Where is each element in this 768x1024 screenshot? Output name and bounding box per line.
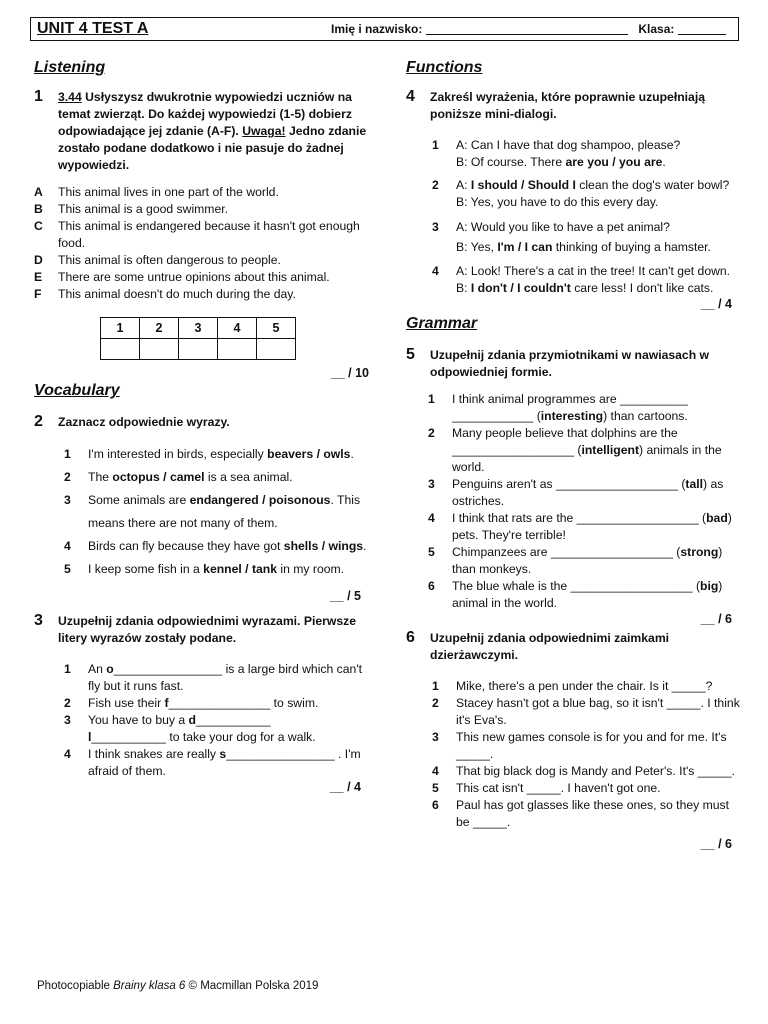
score-task-5: __ / 6 bbox=[700, 612, 732, 626]
list-item bbox=[64, 695, 369, 712]
item-text: care less! I don't like cats. bbox=[570, 281, 714, 295]
option-letter: B bbox=[34, 202, 43, 216]
adjective: strong bbox=[680, 545, 719, 559]
task-instruction bbox=[58, 89, 369, 174]
option-letter: E bbox=[34, 270, 43, 284]
list-item bbox=[64, 535, 369, 558]
score-task-1: __ / 10 bbox=[330, 366, 369, 380]
adjective: tall bbox=[685, 477, 704, 491]
option-e bbox=[34, 269, 369, 286]
uwaga-label: Uwaga! bbox=[242, 124, 286, 138]
name-label: Imię i nazwisko: bbox=[331, 22, 423, 36]
list-item bbox=[64, 712, 369, 746]
adjective: interesting bbox=[540, 409, 604, 423]
item-number: 5 bbox=[428, 545, 435, 559]
list-item bbox=[432, 695, 742, 729]
task-number: 3 bbox=[34, 612, 43, 629]
task-4-items bbox=[406, 137, 742, 297]
item-text: thinking of buying a hamster. bbox=[552, 240, 711, 254]
test-header bbox=[30, 17, 739, 41]
item-number: 3 bbox=[64, 493, 71, 507]
answer-cell[interactable] bbox=[218, 339, 257, 360]
choice-options[interactable]: I don't / I couldn't bbox=[470, 281, 571, 295]
item-text: Fish use their bbox=[88, 696, 165, 710]
list-item bbox=[64, 746, 369, 780]
task-3-items bbox=[34, 661, 369, 780]
item-number: 4 bbox=[432, 264, 439, 278]
first-letter: l bbox=[88, 730, 92, 744]
task-number: 6 bbox=[406, 629, 415, 646]
speaker-a-line: A: Can I have that dog shampoo, please? bbox=[456, 138, 681, 152]
dialogue bbox=[432, 217, 742, 257]
task-instruction: Zakreśl wyrażenia, które poprawnie uzupełniają poniższe mini-dialogi. bbox=[430, 90, 705, 121]
item-text: is a sea animal. bbox=[204, 470, 293, 484]
grid-header: 2 bbox=[140, 318, 179, 339]
task-2-items bbox=[34, 443, 369, 581]
item-number: 3 bbox=[64, 713, 71, 727]
list-item bbox=[428, 544, 742, 578]
choice-options[interactable]: kennel / tank bbox=[203, 562, 277, 576]
choice-options[interactable]: shells / wings bbox=[283, 539, 364, 553]
item-number: 1 bbox=[428, 392, 435, 406]
first-letter: o bbox=[106, 662, 114, 676]
grid-header: 1 bbox=[101, 318, 140, 339]
list-item bbox=[432, 729, 742, 763]
answer-cell[interactable] bbox=[257, 339, 296, 360]
item-number: 1 bbox=[432, 138, 439, 152]
task-6 bbox=[406, 630, 742, 664]
task-4 bbox=[406, 89, 742, 123]
task-number: 4 bbox=[406, 88, 415, 105]
functions-title: Functions bbox=[406, 59, 483, 76]
gap-text[interactable]: Many people believe that dolphins are the __________________ ( bbox=[452, 426, 678, 457]
first-letter: f bbox=[164, 696, 169, 710]
item-number: 2 bbox=[64, 470, 71, 484]
item-number: 3 bbox=[432, 220, 439, 234]
grid-header: 4 bbox=[218, 318, 257, 339]
item-text: in my room. bbox=[277, 562, 345, 576]
item-text: ) animals in the world. bbox=[452, 443, 722, 474]
task-2 bbox=[34, 414, 369, 431]
name-field[interactable] bbox=[331, 22, 628, 36]
class-field[interactable] bbox=[638, 22, 726, 36]
gap-text[interactable]: _______________ to swim. bbox=[168, 696, 319, 710]
list-item bbox=[428, 510, 742, 544]
speaker-a-line: A: bbox=[456, 178, 471, 192]
gap-text[interactable]: That big black dog is Mandy and Peter's. It's _____. bbox=[456, 764, 736, 778]
item-number: 2 bbox=[64, 696, 71, 710]
list-item bbox=[428, 425, 742, 476]
item-number: 1 bbox=[64, 662, 71, 676]
gap-text[interactable]: I think that rats are the __________________ ( bbox=[452, 511, 707, 525]
gap-text[interactable]: This new games console is for you and for me. It's _____. bbox=[456, 730, 727, 761]
answer-cell[interactable] bbox=[101, 339, 140, 360]
left-column bbox=[34, 55, 369, 796]
item-text: clean the dog's water bowl? bbox=[575, 178, 730, 192]
task-5-items bbox=[406, 391, 742, 612]
adjective: big bbox=[700, 579, 719, 593]
speaker-a-line: A: Would you like to have a pet animal? bbox=[456, 220, 670, 234]
gap-text[interactable]: Chimpanzees are __________________ ( bbox=[452, 545, 681, 559]
task-instruction: Uzupełnij zdania przymiotnikami w nawiasach w odpowiedniej formie. bbox=[430, 348, 710, 379]
item-number: 3 bbox=[428, 477, 435, 491]
grid-header: 3 bbox=[179, 318, 218, 339]
vocabulary-title: Vocabulary bbox=[34, 382, 120, 399]
score-task-3: __ / 4 bbox=[329, 780, 361, 794]
item-number: 4 bbox=[432, 764, 439, 778]
item-text: I'm interested in birds, especially bbox=[88, 447, 268, 461]
item-text: ) than cartoons. bbox=[603, 409, 688, 423]
speaker-b-line: B: Of course. There bbox=[456, 155, 566, 169]
option-a bbox=[34, 184, 369, 201]
item-number: 6 bbox=[432, 798, 439, 812]
item-number: 2 bbox=[428, 426, 435, 440]
score-task-4: __ / 4 bbox=[700, 297, 732, 311]
speaker-b-line: B: Yes, you have to do this every day. bbox=[456, 195, 659, 209]
item-text: An bbox=[88, 662, 107, 676]
gap-text[interactable]: This cat isn't _____. I haven't got one. bbox=[456, 781, 661, 795]
task-instruction: Zaznacz odpowiednie wyrazy. bbox=[58, 415, 230, 429]
option-text: This animal lives in one part of the world. bbox=[58, 185, 279, 199]
book-title: Brainy klasa 6 bbox=[113, 980, 186, 992]
answer-cell[interactable] bbox=[179, 339, 218, 360]
item-text: ) animal in the world. bbox=[452, 579, 723, 610]
item-number: 6 bbox=[428, 579, 435, 593]
listening-title: Listening bbox=[34, 59, 106, 76]
gap-text[interactable]: ___________ bbox=[195, 713, 271, 727]
option-text: This animal is often dangerous to people. bbox=[58, 253, 281, 267]
option-c bbox=[34, 218, 369, 252]
option-b bbox=[34, 201, 369, 218]
item-number: 5 bbox=[64, 562, 71, 576]
adjective: bad bbox=[706, 511, 728, 525]
right-column bbox=[406, 55, 742, 853]
list-item bbox=[432, 678, 742, 695]
item-text: . bbox=[350, 447, 354, 461]
gap-text[interactable]: Stacey hasn't got a blue bag, so it isn't _____. I think it's Eva's. bbox=[456, 696, 740, 727]
listening-options bbox=[34, 184, 369, 303]
instruction-part: Jedno zdanie zostało podane dodatkowo i nie pasuje do żadnej wypowiedzi. bbox=[58, 124, 367, 172]
task-5 bbox=[406, 347, 742, 381]
list-item bbox=[432, 780, 742, 797]
option-letter: A bbox=[34, 185, 43, 199]
grammar-title: Grammar bbox=[406, 315, 478, 332]
item-number: 1 bbox=[64, 447, 71, 461]
task-instruction: Uzupełnij zdania odpowiednimi zaimkami dzierżawczymi. bbox=[430, 631, 670, 662]
task-number: 5 bbox=[406, 346, 415, 363]
choice-options[interactable]: I'm / I can bbox=[497, 240, 553, 254]
list-item bbox=[64, 443, 369, 466]
choice-options[interactable]: I should / Should I bbox=[470, 178, 576, 192]
item-number: 4 bbox=[64, 539, 71, 553]
choice-options[interactable]: are you / you are bbox=[565, 155, 663, 169]
gap-text[interactable]: The blue whale is the __________________ ( bbox=[452, 579, 701, 593]
task-number: 1 bbox=[34, 88, 43, 105]
list-item bbox=[432, 763, 742, 780]
item-number: 4 bbox=[428, 511, 435, 525]
option-letter: F bbox=[34, 287, 42, 301]
list-item bbox=[64, 489, 369, 535]
list-item bbox=[64, 558, 369, 581]
footer-text: © Macmillan Polska 2019 bbox=[185, 980, 319, 992]
item-number: 4 bbox=[64, 747, 71, 761]
task-number: 2 bbox=[34, 413, 43, 430]
unit-title: UNIT 4 TEST A bbox=[37, 20, 149, 37]
track-number: 3.44 bbox=[58, 90, 82, 104]
choice-options[interactable]: octopus / camel bbox=[112, 470, 205, 484]
speaker-b-line: B: bbox=[456, 281, 471, 295]
item-text: The bbox=[88, 470, 113, 484]
item-text: . This means there are not many of them. bbox=[88, 493, 361, 530]
item-number: 5 bbox=[432, 781, 439, 795]
gap-text[interactable]: Penguins aren't as __________________ ( bbox=[452, 477, 686, 491]
gap-text[interactable]: Paul has got glasses like these ones, so they must be _____. bbox=[456, 798, 730, 829]
list-item bbox=[428, 476, 742, 510]
item-text: . bbox=[363, 539, 367, 553]
task-instruction: Uzupełnij zdania odpowiednimi wyrazami. Pierwsze litery wyrazów zostały podane. bbox=[58, 614, 356, 645]
option-f bbox=[34, 286, 369, 303]
item-text: Some animals are bbox=[88, 493, 190, 507]
item-text: Birds can fly because they have got bbox=[88, 539, 284, 553]
instruction-part: Usłyszysz dwukrotnie wypowiedzi uczniów na temat zwierząt. Do każdej wypowiedzi (1-5) dobierz odpowiadające jej zdanie (A-F). bbox=[58, 90, 352, 138]
list-item bbox=[428, 578, 742, 612]
answer-cell[interactable] bbox=[140, 339, 179, 360]
grid-header: 5 bbox=[257, 318, 296, 339]
score-task-2: __ / 5 bbox=[329, 589, 361, 603]
option-text: This animal doesn't do much during the day. bbox=[58, 287, 296, 301]
dialogue bbox=[432, 177, 742, 211]
option-text: This animal is a good swimmer. bbox=[58, 202, 229, 216]
item-number: 3 bbox=[432, 730, 439, 744]
gap-text[interactable]: I think animal programmes are __________ ____________ ( bbox=[452, 392, 688, 423]
adjective: intelligent bbox=[581, 443, 640, 457]
item-number: 2 bbox=[432, 178, 439, 192]
name-line[interactable] bbox=[426, 23, 628, 35]
item-text: . bbox=[662, 155, 666, 169]
option-text: There are some untrue opinions about this animal. bbox=[58, 270, 330, 284]
item-number: 2 bbox=[432, 696, 439, 710]
item-text: I think snakes are really bbox=[88, 747, 220, 761]
dialogue bbox=[432, 137, 742, 171]
gap-text[interactable]: ________________ . I'm afraid of them. bbox=[88, 747, 361, 778]
gap-text[interactable]: ___________ to take your dog for a walk. bbox=[91, 730, 316, 744]
choice-options[interactable]: endangered / poisonous bbox=[189, 493, 331, 507]
page-footer bbox=[37, 980, 318, 992]
item-text: ) than monkeys. bbox=[452, 545, 723, 576]
item-text: You have to buy a bbox=[88, 713, 189, 727]
list-item bbox=[428, 391, 742, 425]
list-item bbox=[64, 466, 369, 489]
item-text: I keep some fish in a bbox=[88, 562, 204, 576]
class-label: Klasa: bbox=[638, 22, 675, 36]
first-letter: d bbox=[188, 713, 196, 727]
item-number: 1 bbox=[432, 679, 439, 693]
choice-options[interactable]: beavers / owls bbox=[267, 447, 351, 461]
option-letter: D bbox=[34, 253, 43, 267]
task-1 bbox=[34, 89, 369, 174]
class-line[interactable] bbox=[678, 23, 726, 35]
first-letter: s bbox=[219, 747, 227, 761]
option-letter: C bbox=[34, 219, 43, 233]
task-3 bbox=[34, 613, 369, 647]
score-task-6: __ / 6 bbox=[700, 837, 732, 851]
option-text: This animal is endangered because it hasn't got enough food. bbox=[58, 219, 360, 250]
gap-text[interactable]: Mike, there's a pen under the chair. Is it _____? bbox=[456, 679, 713, 693]
answer-grid bbox=[100, 317, 296, 360]
dialogue bbox=[432, 263, 742, 297]
list-item bbox=[432, 797, 742, 831]
item-text: ) as ostriches. bbox=[452, 477, 724, 508]
gap-text[interactable]: ________________ is a large bird which can't fly but it runs fast. bbox=[88, 662, 363, 693]
item-text: ) pets. They're terrible! bbox=[452, 511, 732, 542]
speaker-a-line: A: Look! There's a cat in the tree! It can't get down. bbox=[456, 264, 731, 278]
list-item bbox=[64, 661, 369, 695]
option-d bbox=[34, 252, 369, 269]
footer-text: Photocopiable bbox=[37, 980, 114, 992]
speaker-b-line: B: Yes, bbox=[456, 240, 498, 254]
task-6-items bbox=[406, 678, 742, 831]
